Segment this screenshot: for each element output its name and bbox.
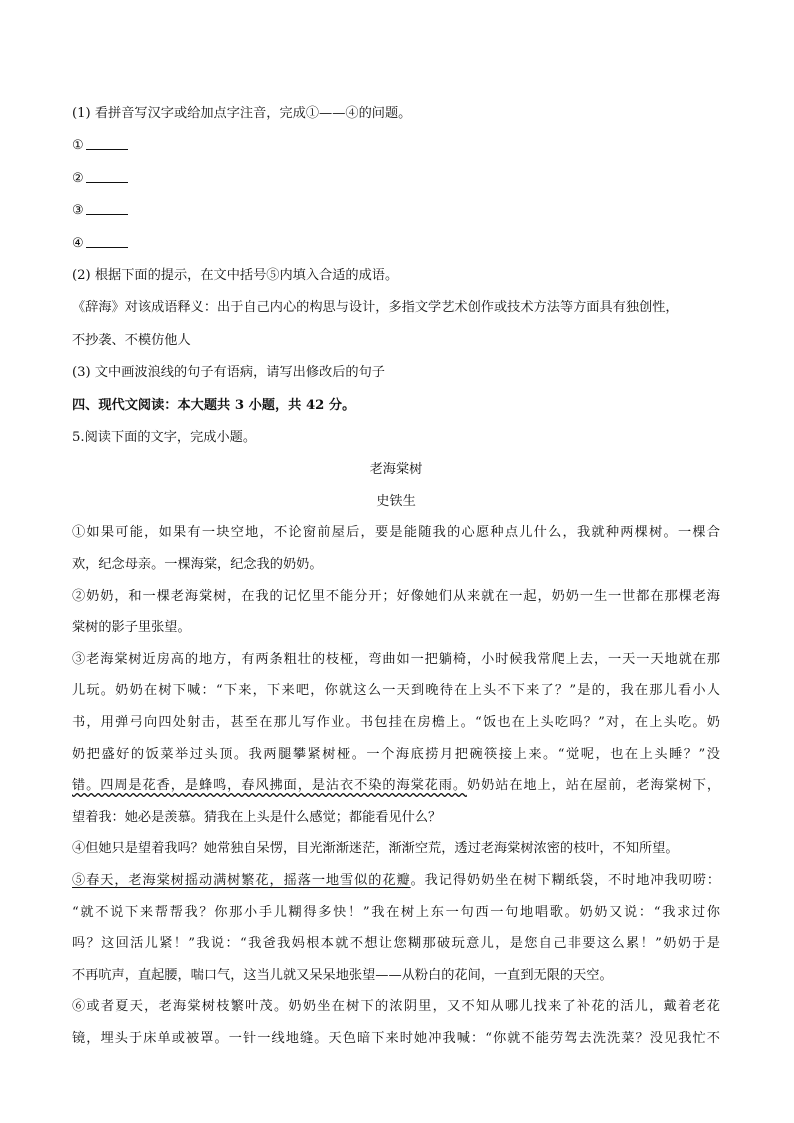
paragraph-1-line-1: ①如果可能，如果有一块空地，不论窗前屋后，要是能随我的心愿种点儿什么，我就种两棵树。一棵合 (72, 525, 720, 541)
wavy-underlined-sentence: 错。四周是花香，是蜂鸣，春风拂面，是沾衣不染的海棠花雨。 (72, 778, 467, 794)
blank-line[interactable] (86, 233, 128, 248)
paragraph-5-line-3: 吗？这回活儿紧！”我说：“我爸我妈根本就不想让您糊那破玩意儿，是您自己非要这么累！”奶奶于是 (72, 936, 720, 952)
paragraph-3-line-1: ③老海棠树近房高的地方，有两条粗壮的枝桠，弯曲如一把躺椅，小时候我常爬上去，一天一天地就在那 (72, 651, 720, 667)
definition-line-1: 《辞海》对该成语释义：出于自己内心的构思与设计，多指文学艺术创作或技术方法等方面具有独创性， (72, 300, 679, 316)
answer-blank-1 (72, 130, 720, 162)
paragraph-3-line-4: 奶把盛好的饭菜举过头顶。我两腿攀紧树桠。一个海底捞月把碗筷接上来。“觉呢，也在上头睡？”没 (72, 746, 720, 762)
paragraph-5-line-4: 不再吭声，直起腰，喘口气，这当儿就又呆呆地张望——从粉白的花间，一直到无限的天空。 (72, 967, 613, 983)
paragraph-4: ④但她只是望着我吗？她常独自呆愣，目光渐渐迷茫，渐渐空荒，透过老海棠树浓密的枝叶，不知所望。 (72, 841, 679, 857)
underlined-sentence: ⑤春天，老海棠树摇动满树繁花，摇落一地雪似的花瓣 (72, 873, 411, 889)
answer-blank-4 (72, 228, 720, 260)
blank-line[interactable] (86, 200, 128, 215)
paragraph-3-line-5-tail: 奶奶站在地上，站在屋前，老海棠树下， (467, 778, 721, 794)
paragraph-3-line-6: 望着我：她必是羡慕。猜我在上头是什么感觉；都能看见什么？ (72, 809, 442, 825)
blank-label: ① (72, 138, 84, 154)
blank-label: ③ (72, 203, 84, 219)
definition-line-2: 不抄袭、不模仿他人 (72, 332, 191, 348)
question-2: (2) 根据下面的提示，在文中括号⑤内填入合适的成语。 (72, 267, 399, 283)
blank-label: ④ (72, 235, 84, 251)
answer-blank-3 (72, 195, 720, 227)
section-instruction: 5.阅读下面的文字，完成小题。 (72, 429, 257, 445)
section-heading: 四、现代文阅读：本大题共 3 小题，共 42 分。 (72, 397, 356, 413)
document-content (72, 98, 720, 1055)
paragraph-5-line-1 (72, 865, 720, 897)
article-title: 老海棠树 (369, 462, 423, 478)
paragraph-3-line-5 (72, 770, 720, 802)
blank-label: ② (72, 170, 84, 186)
paragraph-3-line-2: 儿玩。奶奶在树下喊：“下来，下来吧，你就这么一天到晚待在上头不下来了？”是的，我在那儿看小人 (72, 683, 720, 699)
article-author: 史铁生 (376, 493, 416, 509)
question-3: (3) 文中画波浪线的句子有语病，请写出修改后的句子 (72, 365, 385, 381)
answer-blank-2 (72, 163, 720, 195)
blank-line[interactable] (86, 135, 128, 150)
question-1: (1) 看拼音写汉字或给加点字注音，完成①——④的问题。 (72, 106, 412, 121)
paragraph-2-line-1: ②奶奶，和一棵老海棠树，在我的记忆里不能分开；好像她们从来就在一起，奶奶一生一世都在那棵老海 (72, 588, 720, 604)
paragraph-1-line-2: 欢，纪念母亲。一棵海棠，纪念我的奶奶。 (72, 557, 323, 573)
paragraph-3-line-3: 书，用弹弓向四处射击，甚至在那儿写作业。书包挂在房檐上。“饭也在上头吃吗？”对，在上头吃。奶 (72, 715, 720, 731)
paragraph-2-line-2: 棠树的影子里张望。 (72, 620, 191, 636)
paragraph-5-line-2: “就不说下来帮帮我？你那小手儿糊得多快！”我在树上东一句西一句地唱歌。奶奶又说：“我求过你 (72, 904, 720, 920)
blank-line[interactable] (86, 168, 128, 183)
paragraph-6-line-2: 镜，埋头于床单或被罩。一针一线地缝。天色暗下来时她冲我喊：“你就不能劳驾去洗洗菜？没见我忙不 (72, 1030, 720, 1046)
paragraph-5-line-1-tail: 。我记得奶奶坐在树下糊纸袋，不时地冲我叨唠： (410, 873, 721, 889)
paragraph-6-line-1: ⑥或者夏天，老海棠树枝繁叶茂。奶奶坐在树下的浓阴里，又不知从哪儿找来了补花的活儿，戴着老花 (72, 999, 720, 1015)
